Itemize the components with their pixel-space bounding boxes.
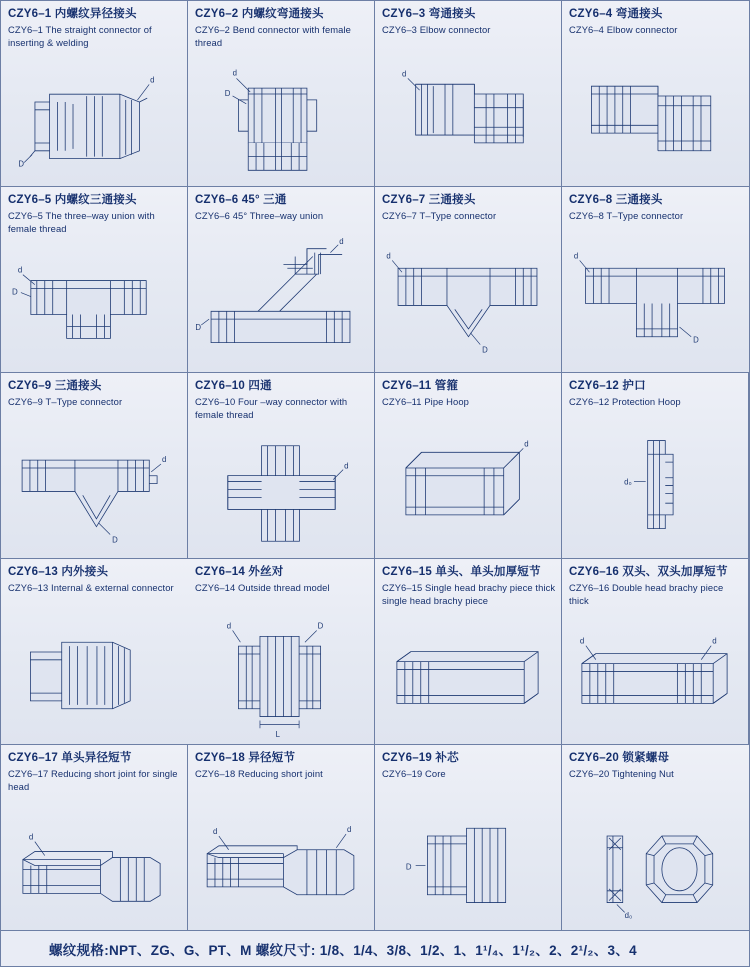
product-code-en: CZY6–6 45° Three–way union <box>195 210 324 222</box>
product-labels <box>569 751 744 781</box>
product-code-cn: CZY6–1 内螺纹异径接头 <box>8 8 137 20</box>
product-labels <box>8 379 182 409</box>
product-code-cn: CZY6–3 弯通接头 <box>382 8 476 20</box>
product-drawing <box>562 421 748 556</box>
product-cell-czy6-8[interactable] <box>562 187 749 373</box>
product-drawing <box>188 433 374 556</box>
product-code-cn: CZY6–9 三通接头 <box>8 380 102 392</box>
product-code-cn: CZY6–20 锁紧螺母 <box>569 752 670 764</box>
svg-text:d: d <box>226 621 232 631</box>
product-code-cn: CZY6–4 弯通接头 <box>569 8 663 20</box>
product-code-en: CZY6–17 Reducing short joint for single head <box>8 768 178 792</box>
product-drawing <box>1 805 187 928</box>
svg-text:d: d <box>401 69 407 79</box>
product-code-cn: CZY6–11 管箍 <box>382 380 459 392</box>
product-labels <box>8 751 182 793</box>
product-code-cn: CZY6–5 内螺纹三通接头 <box>8 194 137 206</box>
svg-text:D: D <box>112 535 118 545</box>
svg-text:D: D <box>482 345 488 355</box>
product-code-en: CZY6–1 The straight connector of inserting & welding <box>8 24 152 48</box>
product-code-cn: CZY6–6 45° 三通 <box>195 194 287 206</box>
product-drawing <box>562 235 749 370</box>
product-cell-czy6-19[interactable] <box>375 745 562 931</box>
product-code-en: CZY6–4 Elbow connector <box>569 24 678 36</box>
product-cell-czy6-7[interactable] <box>375 187 562 373</box>
product-code-cn: CZY6–18 异径短节 <box>195 752 296 764</box>
product-drawing <box>562 49 749 184</box>
svg-text:d: d <box>150 75 155 85</box>
footer-spec-bar <box>1 930 749 966</box>
svg-text:d: d <box>524 439 529 449</box>
product-drawing <box>375 49 561 184</box>
product-code-en: CZY6–15 Single head brachy piece thick single head brachy piece <box>382 582 556 606</box>
product-code-cn: CZY6–13 内外接头 <box>8 566 109 578</box>
svg-text:d: d <box>161 455 167 465</box>
product-labels <box>382 7 556 37</box>
product-labels <box>8 7 182 49</box>
product-drawing <box>1 421 187 556</box>
product-drawing <box>562 619 748 742</box>
product-cell-czy6-20[interactable] <box>562 745 749 931</box>
product-labels <box>569 193 744 223</box>
product-labels <box>382 379 556 409</box>
svg-text:d: d <box>573 251 579 261</box>
product-cell-czy6-12[interactable] <box>562 373 749 559</box>
product-code-cn: CZY6–2 内螺纹弯通接头 <box>195 8 324 20</box>
dim-d0: d₀ <box>624 477 632 487</box>
product-cell-czy6-18[interactable] <box>188 745 375 931</box>
product-drawing <box>1 61 187 184</box>
product-code-cn: CZY6–15 单头、单头加厚短节 <box>382 566 541 578</box>
svg-text:d₀: d₀ <box>624 911 633 921</box>
svg-text:d: d <box>386 251 391 261</box>
product-grid <box>1 1 749 931</box>
svg-text:D: D <box>317 621 324 631</box>
product-drawing <box>375 619 561 742</box>
product-cell-czy6-10[interactable] <box>188 373 375 559</box>
svg-text:d: d <box>232 68 237 78</box>
svg-text:d: d <box>579 636 585 646</box>
product-code-en: CZY6–3 Elbow connector <box>382 24 491 36</box>
product-cell-czy6-9[interactable] <box>1 373 188 559</box>
svg-text:D: D <box>11 287 18 297</box>
product-drawing <box>1 607 188 742</box>
svg-text:d: d <box>712 636 717 646</box>
product-drawing <box>188 793 374 928</box>
svg-text:L: L <box>275 730 280 740</box>
product-code-cn: CZY6–12 护口 <box>569 380 646 392</box>
product-cell-czy6-17[interactable] <box>1 745 188 931</box>
svg-text:d: d <box>17 265 23 275</box>
svg-text:d: d <box>213 827 218 837</box>
product-code-cn: CZY6–19 补芯 <box>382 752 459 764</box>
product-code-cn: CZY6–10 四通 <box>195 380 272 392</box>
product-code-en: CZY6–12 Protection Hoop <box>569 396 681 408</box>
product-labels <box>195 379 369 421</box>
product-cell-czy6-15[interactable] <box>375 559 562 745</box>
product-cell-czy6-5[interactable] <box>1 187 188 373</box>
product-code-en: CZY6–16 Double head brachy piece thick <box>569 582 724 606</box>
product-code-cn: CZY6–17 单头异径短节 <box>8 752 132 764</box>
product-code-en: CZY6–2 Bend connector with female thread <box>195 24 351 48</box>
svg-text:D: D <box>693 335 699 345</box>
product-code-cn: CZY6–8 三通接头 <box>569 194 663 206</box>
product-cell-czy6-4[interactable] <box>562 1 749 187</box>
svg-text:d: d <box>347 825 352 835</box>
product-code-en: CZY6–9 T–Type connector <box>8 396 123 408</box>
product-code-en: CZY6–8 T–Type connector <box>569 210 684 222</box>
product-cell-czy6-3[interactable] <box>375 1 562 187</box>
product-code-en: CZY6–20 Tightening Nut <box>569 768 674 780</box>
product-labels <box>8 193 182 235</box>
product-cell-czy6-1[interactable] <box>1 1 188 187</box>
svg-text:D: D <box>224 88 231 98</box>
product-code-en: CZY6–18 Reducing short joint <box>195 768 323 780</box>
product-code-en: CZY6–5 The three–way union with female thread <box>8 210 155 234</box>
product-labels <box>195 751 369 781</box>
product-labels <box>382 193 556 223</box>
product-code-en: CZY6–14 Outside thread model <box>195 582 330 594</box>
product-drawing <box>1 247 187 370</box>
svg-text:d: d <box>28 832 34 842</box>
product-code-en: CZY6–19 Core <box>382 768 446 780</box>
product-code-en: CZY6–13 Internal & external connector <box>8 582 174 594</box>
product-drawing <box>188 235 374 370</box>
product-code-cn: CZY6–7 三通接头 <box>382 194 476 206</box>
product-code-cn: CZY6–14 外丝对 <box>195 566 284 578</box>
product-drawing <box>375 235 561 370</box>
product-labels <box>195 565 369 595</box>
svg-text:D: D <box>18 159 24 169</box>
product-labels <box>195 7 369 49</box>
product-drawing <box>375 793 561 928</box>
product-labels <box>569 565 743 607</box>
product-drawing <box>188 49 374 184</box>
product-drawing <box>188 607 374 742</box>
product-drawing <box>375 421 561 556</box>
product-cell-czy6-13[interactable] <box>1 559 188 745</box>
product-code-en: CZY6–10 Four –way connector with female thread <box>195 396 348 420</box>
product-cell-czy6-6[interactable] <box>188 187 375 373</box>
thread-spec-text: 螺纹规格:NPT、ZG、G、PT、M 螺纹尺寸: 1/8、1/4、3/8、1/2、1、1¹/₄、1¹/₂、2、2¹/₂、3、4 <box>49 942 637 958</box>
product-labels <box>195 193 369 223</box>
svg-text:d: d <box>344 461 349 471</box>
product-code-en: CZY6–7 T–Type connector <box>382 210 497 222</box>
product-cell-czy6-2[interactable] <box>188 1 375 187</box>
product-labels <box>8 565 183 595</box>
product-cell-czy6-16[interactable] <box>562 559 749 745</box>
product-labels <box>382 565 556 607</box>
product-cell-czy6-11[interactable] <box>375 373 562 559</box>
product-code-cn: CZY6–16 双头、双头加厚短节 <box>569 566 728 578</box>
product-code-en: CZY6–11 Pipe Hoop <box>382 396 469 408</box>
svg-text:D: D <box>195 322 202 332</box>
product-labels <box>382 751 556 781</box>
product-drawing <box>562 793 749 928</box>
product-labels <box>569 379 743 409</box>
svg-text:d: d <box>339 236 344 246</box>
svg-text:D: D <box>405 862 412 872</box>
product-cell-czy6-14[interactable] <box>188 559 375 745</box>
product-labels <box>569 7 744 37</box>
